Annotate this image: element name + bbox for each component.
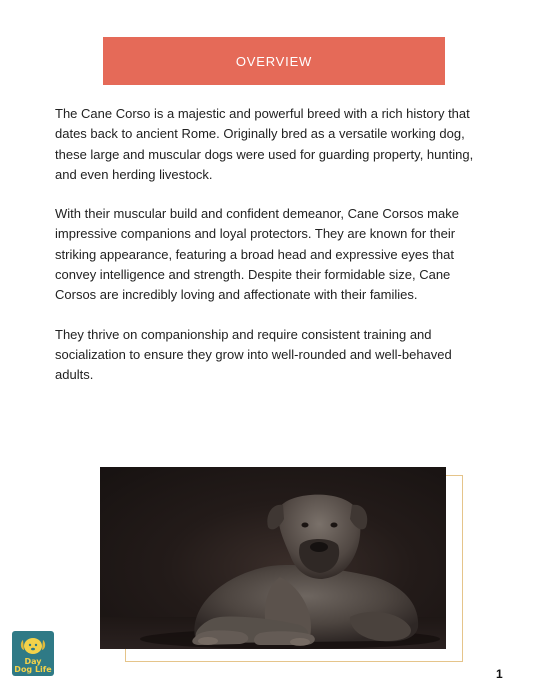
paragraph-appearance: With their muscular build and confident demeanor, Cane Corsos make impressive companions and loyal protectors. They are known for their striking appearance, featuring a broad head and expressive eyes that convey intelligence and strength. Despite their formidable size, Cane Corsos are incredibly loving and affectionate with their families. — [55, 206, 459, 303]
overview-text — [55, 104, 485, 405]
page-number: 1 — [496, 667, 503, 681]
dog-photo — [100, 467, 446, 649]
day-dog-life-logo — [12, 631, 54, 676]
cane-corso-illustration — [100, 467, 446, 649]
paragraph-training: They thrive on companionship and require consistent training and socialization to ensure they grow into well-rounded and well-behaved adults. — [55, 326, 452, 383]
section-title: OVERVIEW — [235, 53, 313, 69]
logo-text-dog-life: Dog Life — [14, 665, 52, 674]
section-header-banner — [103, 37, 445, 85]
paragraph-history: The Cane Corso is a majestic and powerful breed with a rich history that dates back to ancient Rome. Originally bred as a versatile working dog, these large and muscular dogs were used for guarding property, hunting, and even herding livestock. — [55, 106, 474, 182]
logo-text-day: Day — [24, 657, 42, 666]
